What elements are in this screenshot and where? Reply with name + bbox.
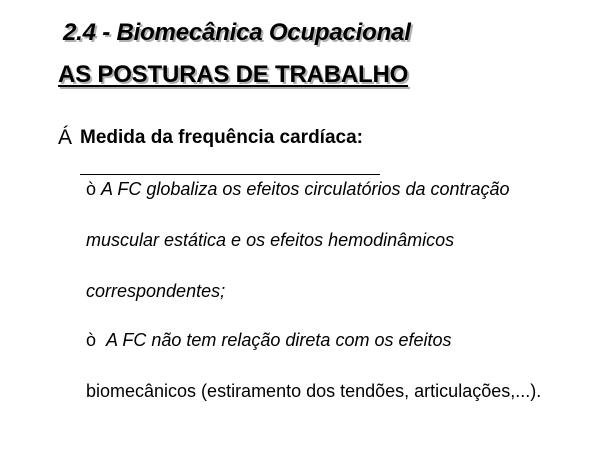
main-bullet-glyph: Á bbox=[58, 126, 73, 149]
heading-underline-rule bbox=[80, 174, 380, 175]
slide-subtitle: AS POSTURAS DE TRABALHO bbox=[58, 61, 409, 88]
point-1-line-2: muscular estática e os efeitos hemodinâmicos bbox=[86, 230, 455, 250]
point-1-line-3: correspondentes; bbox=[86, 281, 226, 301]
sub-bullet-glyph-2: ò bbox=[86, 330, 97, 350]
point-2-line-1: A FC não tem relação direta com os efeitos bbox=[106, 330, 452, 350]
point-1-line-1: A FC globaliza os efeitos circulatórios da contração bbox=[101, 179, 510, 199]
point-2-line-2: biomecânicos (estiramento dos tendões, articulações,...). bbox=[86, 381, 542, 401]
section-heading: Medida da frequência cardíaca: bbox=[80, 127, 363, 148]
slide-title: 2.4 - Biomecânica Ocupacional bbox=[63, 19, 411, 46]
sub-bullet-glyph-1: ò bbox=[86, 179, 97, 199]
